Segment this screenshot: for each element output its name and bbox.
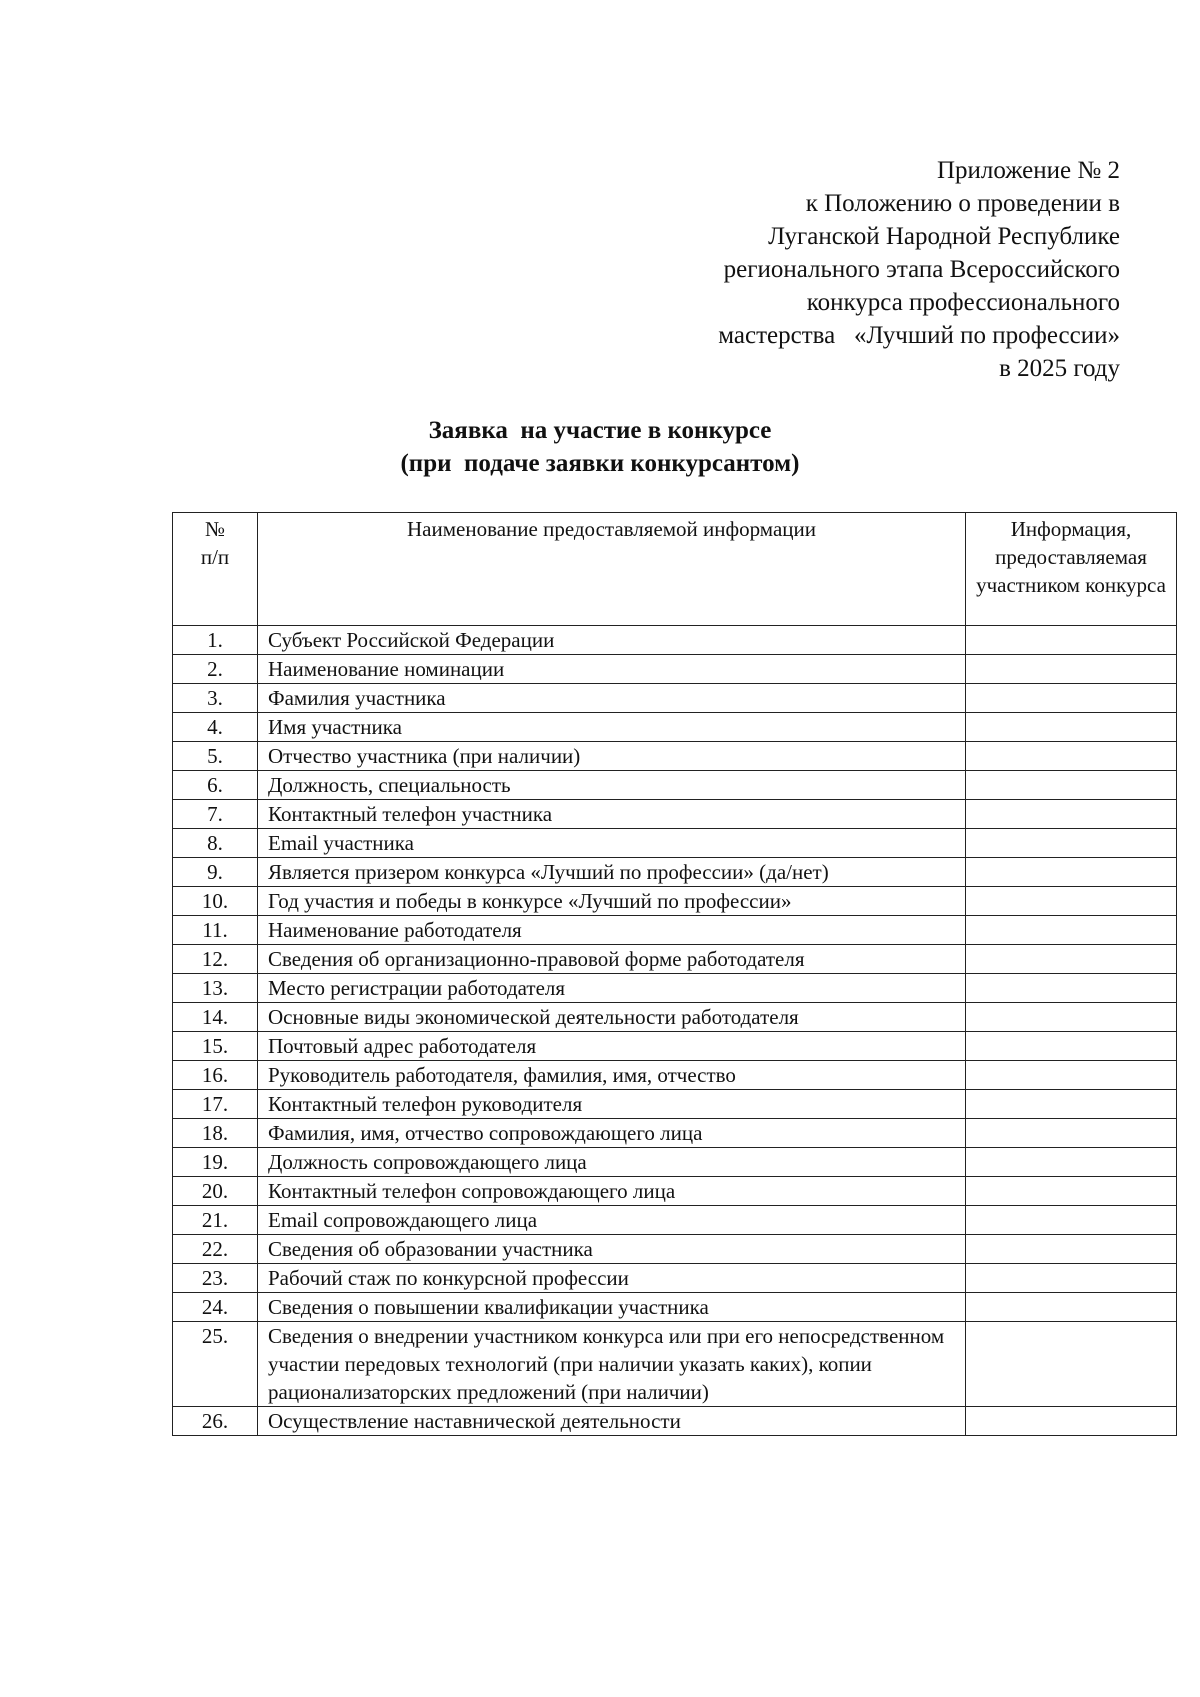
row-name: Сведения о повышении квалификации участника xyxy=(258,1293,966,1322)
row-info-cell[interactable] xyxy=(966,771,1177,800)
header-info-label: Информация, предоставляемая участником конкурса xyxy=(976,517,1166,597)
row-number: 3. xyxy=(173,684,258,713)
annex-line: Луганской Народной Республике xyxy=(768,223,1120,250)
row-number: 12. xyxy=(173,945,258,974)
row-name: Является призером конкурса «Лучший по профессии» (да/нет) xyxy=(258,858,966,887)
row-info-cell[interactable] xyxy=(966,974,1177,1003)
row-number: 25. xyxy=(173,1322,258,1407)
application-table xyxy=(172,512,1177,1436)
table-row xyxy=(173,713,1177,742)
table-row xyxy=(173,655,1177,684)
row-number: 11. xyxy=(173,916,258,945)
document-title xyxy=(0,414,1200,480)
table-row xyxy=(173,1177,1177,1206)
row-number: 4. xyxy=(173,713,258,742)
row-info-cell[interactable] xyxy=(966,1264,1177,1293)
row-info-cell[interactable] xyxy=(966,655,1177,684)
table-row xyxy=(173,1090,1177,1119)
row-number: 21. xyxy=(173,1206,258,1235)
row-name: Имя участника xyxy=(258,713,966,742)
annex-line: Приложение № 2 xyxy=(936,157,1120,184)
row-number: 19. xyxy=(173,1148,258,1177)
row-name: Сведения об образовании участника xyxy=(258,1235,966,1264)
row-info-cell[interactable] xyxy=(966,1090,1177,1119)
row-number: 13. xyxy=(173,974,258,1003)
row-number: 9. xyxy=(173,858,258,887)
row-info-cell[interactable] xyxy=(966,858,1177,887)
row-name: Сведения о внедрении участником конкурса или при его непосредственном участии передовых технологий (при наличии указать каких), копии рационализаторских предложений (при наличии) xyxy=(258,1322,966,1407)
table-row xyxy=(173,1206,1177,1235)
table-row xyxy=(173,1293,1177,1322)
row-number: 2. xyxy=(173,655,258,684)
header-number-label: № п/п xyxy=(200,517,230,569)
row-info-cell[interactable] xyxy=(966,713,1177,742)
annex-line: мастерства «Лучший по профессии» xyxy=(718,322,1120,349)
row-info-cell[interactable] xyxy=(966,1032,1177,1061)
row-info-cell[interactable] xyxy=(966,1148,1177,1177)
row-name: Контактный телефон сопровождающего лица xyxy=(258,1177,966,1206)
annex-line: конкурса профессионального xyxy=(806,289,1120,316)
row-name: Фамилия участника xyxy=(258,684,966,713)
row-info-cell[interactable] xyxy=(966,916,1177,945)
table-row xyxy=(173,800,1177,829)
row-number: 26. xyxy=(173,1407,258,1436)
row-name: Основные виды экономической деятельности работодателя xyxy=(258,1003,966,1032)
annex-line: регионального этапа Всероссийского xyxy=(723,256,1120,283)
row-info-cell[interactable] xyxy=(966,742,1177,771)
row-name: Фамилия, имя, отчество сопровождающего лица xyxy=(258,1119,966,1148)
row-name: Должность сопровождающего лица xyxy=(258,1148,966,1177)
row-number: 23. xyxy=(173,1264,258,1293)
row-number: 16. xyxy=(173,1061,258,1090)
annex-line: в 2025 году xyxy=(999,355,1120,382)
table-row xyxy=(173,1264,1177,1293)
header-name-label: Наименование предоставляемой информации xyxy=(407,517,816,541)
table-row xyxy=(173,684,1177,713)
row-number: 24. xyxy=(173,1293,258,1322)
row-number: 7. xyxy=(173,800,258,829)
row-name: Email участника xyxy=(258,829,966,858)
row-name: Должность, специальность xyxy=(258,771,966,800)
row-info-cell[interactable] xyxy=(966,1177,1177,1206)
row-info-cell[interactable] xyxy=(966,1235,1177,1264)
table-row xyxy=(173,626,1177,655)
row-name: Руководитель работодателя, фамилия, имя, отчество xyxy=(258,1061,966,1090)
header-name xyxy=(258,513,966,626)
title-line-1: Заявка на участие в конкурсе xyxy=(428,417,772,444)
table-row xyxy=(173,1032,1177,1061)
annex-header xyxy=(718,154,1120,385)
row-name: Место регистрации работодателя xyxy=(258,974,966,1003)
row-name: Наименование работодателя xyxy=(258,916,966,945)
table-row xyxy=(173,974,1177,1003)
row-info-cell[interactable] xyxy=(966,800,1177,829)
table-row xyxy=(173,742,1177,771)
row-number: 1. xyxy=(173,626,258,655)
row-name: Отчество участника (при наличии) xyxy=(258,742,966,771)
annex-line: к Положению о проведении в xyxy=(805,190,1120,217)
row-number: 22. xyxy=(173,1235,258,1264)
row-number: 8. xyxy=(173,829,258,858)
row-info-cell[interactable] xyxy=(966,1061,1177,1090)
table-row xyxy=(173,858,1177,887)
row-info-cell[interactable] xyxy=(966,684,1177,713)
row-name: Наименование номинации xyxy=(258,655,966,684)
row-number: 17. xyxy=(173,1090,258,1119)
row-number: 20. xyxy=(173,1177,258,1206)
table-header-row xyxy=(173,513,1177,626)
row-info-cell[interactable] xyxy=(966,1293,1177,1322)
row-name: Рабочий стаж по конкурсной профессии xyxy=(258,1264,966,1293)
table-row xyxy=(173,1148,1177,1177)
row-info-cell[interactable] xyxy=(966,626,1177,655)
row-number: 15. xyxy=(173,1032,258,1061)
row-number: 14. xyxy=(173,1003,258,1032)
row-info-cell[interactable] xyxy=(966,1003,1177,1032)
row-info-cell[interactable] xyxy=(966,945,1177,974)
row-name: Осуществление наставнической деятельности xyxy=(258,1407,966,1436)
table-row xyxy=(173,945,1177,974)
row-info-cell[interactable] xyxy=(966,1119,1177,1148)
title-line-2: (при подаче заявки конкурсантом) xyxy=(400,450,800,477)
row-info-cell[interactable] xyxy=(966,887,1177,916)
table-row xyxy=(173,1322,1177,1407)
row-name: Email сопровождающего лица xyxy=(258,1206,966,1235)
header-number xyxy=(173,513,258,626)
row-info-cell[interactable] xyxy=(966,1322,1177,1407)
table-row xyxy=(173,1003,1177,1032)
row-number: 10. xyxy=(173,887,258,916)
table-row xyxy=(173,1407,1177,1436)
row-name: Почтовый адрес работодателя xyxy=(258,1032,966,1061)
row-name: Сведения об организационно-правовой форме работодателя xyxy=(258,945,966,974)
row-name: Контактный телефон участника xyxy=(258,800,966,829)
table-row xyxy=(173,1061,1177,1090)
table-row xyxy=(173,829,1177,858)
row-number: 5. xyxy=(173,742,258,771)
table-row xyxy=(173,916,1177,945)
table-row xyxy=(173,887,1177,916)
table-row xyxy=(173,771,1177,800)
header-info xyxy=(966,513,1177,626)
row-info-cell[interactable] xyxy=(966,1407,1177,1436)
row-info-cell[interactable] xyxy=(966,1206,1177,1235)
row-name: Год участия и победы в конкурсе «Лучший по профессии» xyxy=(258,887,966,916)
table-row xyxy=(173,1235,1177,1264)
row-number: 18. xyxy=(173,1119,258,1148)
row-info-cell[interactable] xyxy=(966,829,1177,858)
table-row xyxy=(173,1119,1177,1148)
row-number: 6. xyxy=(173,771,258,800)
row-name: Контактный телефон руководителя xyxy=(258,1090,966,1119)
row-name: Субъект Российской Федерации xyxy=(258,626,966,655)
